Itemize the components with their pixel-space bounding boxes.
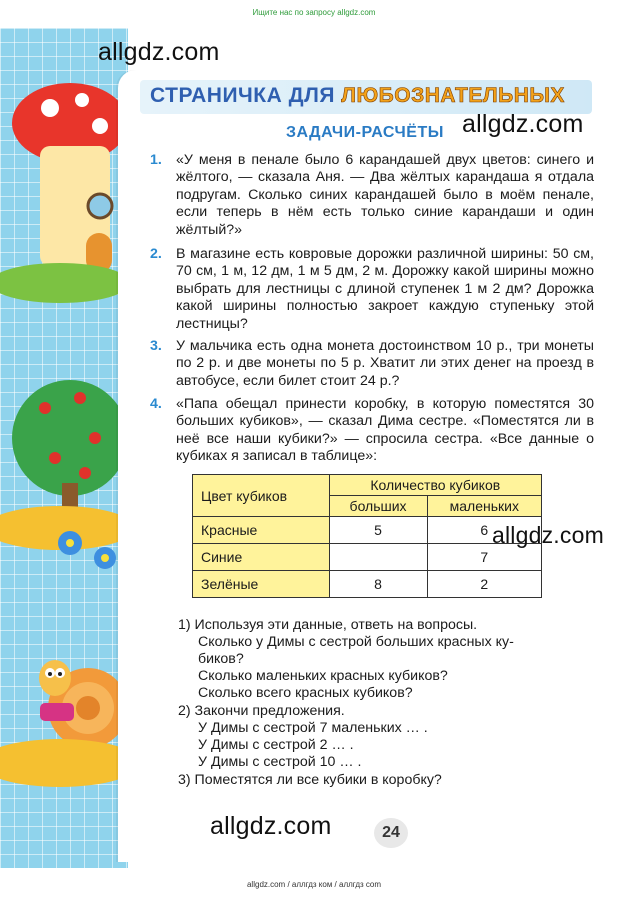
question-3: 3) Поместятся ли все кубики в коробку? [178,772,442,788]
task-number: 1. [150,152,162,168]
side-illustration [0,28,128,868]
watermark: allgdz.com [462,110,584,138]
section-banner [150,84,565,108]
header-small: маленьких [427,496,541,517]
top-note: Ищите нас по запросу allgdz.com [252,8,376,17]
watermark: allgdz.com [492,522,604,548]
question-2b: У Димы с сестрой 2 … . [198,737,354,753]
row-big: 8 [329,571,427,598]
task-2 [150,246,594,333]
cartoon-illustration [0,28,128,868]
row-small: 2 [427,571,541,598]
question-1b: Сколько маленьких красных кубиков? [198,668,448,684]
watermark: allgdz.com [210,812,332,840]
question-2: 2) Закончи предложения. [178,703,345,719]
question-1: 1) Используя эти данные, ответь на вопросы. [178,617,478,633]
row-big: 5 [329,517,427,544]
header-big: больших [329,496,427,517]
row-small: 7 [427,544,541,571]
banner-part2: ЛЮБОЗНАТЕЛЬНЫХ [341,84,565,107]
question-1c: Сколько всего красных кубиков? [198,685,413,701]
task-3 [150,338,594,390]
task-text: «У меня в пенале было 6 карандашей двух цветов: синего и жёлтого, — сказала Аня. — Два жёлтых карандаша я отдала подругам. Сколько синих карандашей было в моём пенале, если теперь в нём есть только синие карандаши и один жёлтый?» [176,152,594,238]
watermark: allgdz.com [98,38,220,66]
cubes-table [192,474,542,598]
banner-part1: СТРАНИЧКА ДЛЯ [150,84,335,107]
task-text: В магазине есть ковровые дорожки различной ширины: 50 см, 70 см, 1 м, 12 дм, 1 м 5 дм, 2 м. Дорожку какой ширины можно выбрать для лестницы с длиной ступенек 1 м 2 дм? Дорожка какой ширины полностью закроет каждую ступеньку этой лестницы? [176,246,594,332]
header-color: Цвет кубиков [193,475,330,517]
question-2c: У Димы с сестрой 10 … . [198,754,362,770]
task-text: «Папа обещал принести коробку, в которую поместятся 30 больших кубиков», — сказал Дима сестре. «Поместятся ли в неё все наши кубики?» — спросила сестра. «Все данные о кубиках я записал в таблице»: [176,396,594,465]
task-number: 3. [150,338,162,354]
question-2a: У Димы с сестрой 7 маленьких … . [198,720,428,736]
row-color: Красные [193,517,330,544]
table-row [193,517,542,544]
page-number: 24 [374,818,408,848]
header-quantity: Количество кубиков [329,475,541,496]
task-text: У мальчика есть одна монета достоинством 10 р., три монеты по 2 р. и две монеты по 5 р. Хватит ли этих денег на проезд в автобусе, если билет стоит 24 р.? [176,338,594,389]
row-big [329,544,427,571]
question-1a: Сколько у Димы с сестрой больших красных ку- [198,634,514,650]
task-number: 2. [150,246,162,262]
question-1a-cont: биков? [198,651,244,667]
row-color: Синие [193,544,330,571]
task-4 [150,396,594,466]
table-row [193,571,542,598]
table-row [193,544,542,571]
row-color: Зелёные [193,571,330,598]
section-subtitle: ЗАДАЧИ-РАСЧЁТЫ [286,124,444,141]
bottom-note: allgdz.com / аллгдз ком / аллгдз com [246,880,382,889]
task-number: 4. [150,396,162,412]
task-1 [150,152,594,239]
row-small: 6 [427,517,541,544]
